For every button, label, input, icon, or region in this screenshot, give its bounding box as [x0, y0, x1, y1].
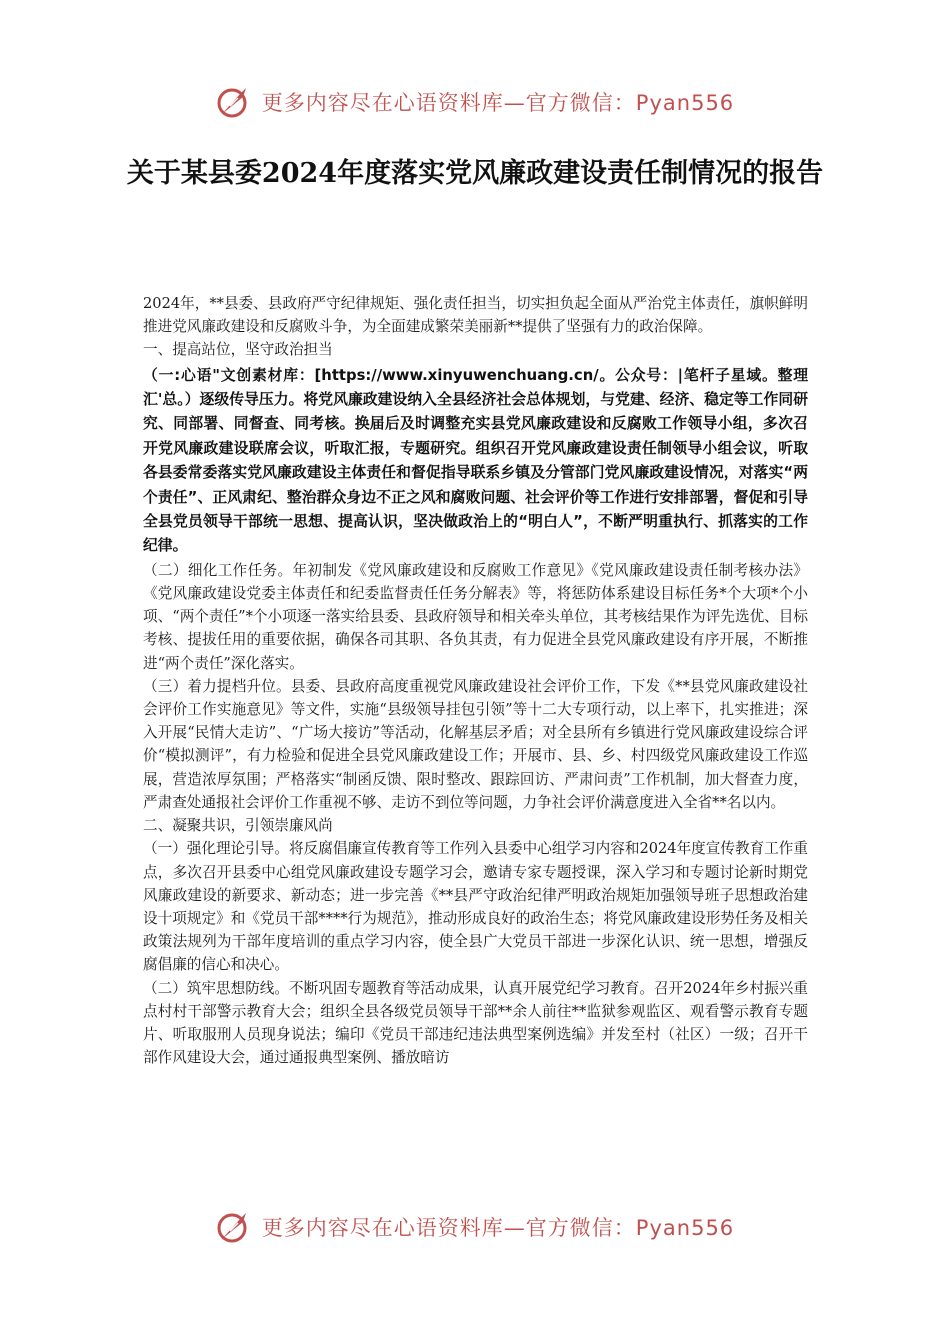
paragraph-2-1: （一）强化理论引导。将反腐倡廉宣传教育等工作列入县委中心组学习内容和2024年度宣传教育工作重点，多次召开县委中心组党风廉政建设专题学习会，邀请专家专题授课，深入学习和专题讨论新时期党风廉政建设的新要求、新动态；进一步完善《**县严守政治纪律严明政治规矩加强领导班子思想政治建设十项规定》和《党员干部****行为规范》，推动形成良好的政治生态；将党风廉政建设形势任务及相关政策法规列为干部年度培训的重点学习内容，使全县广大党员干部进一步深化认识、统一思想，增强反腐倡廉的信心和决心。: [143, 840, 808, 974]
paragraph-1-2: （二）细化工作任务。年初制发《党风廉政建设和反腐败工作意见》《党风廉政建设责任制考核办法》《党风廉政建设党委主体责任和纪委监督责任任务分解表》等，将惩防体系建设目标任务*个大项*个小项、“两个责任”*个小项逐一落实给县委、县政府领导和相关牵头单位，其考核结果作为评先选优、目标考核、提拔任用的重要依据，确保各司其职、各负其责，有力促进全县党风廉政建设有序开展，不断推进“两个责任”深化落实。: [143, 561, 808, 672]
footer-watermark-banner: [0, 1207, 950, 1247]
banner-text: 更多内容尽在心语资料库—官方微信：Pyan556: [261, 91, 735, 115]
paragraph-1-3: （三）着力提档升位。县委、县政府高度重视党风廉政建设社会评价工作，下发《**县党风廉政建设社会评价工作实施意见》等文件，实施“县级领导挂包引领”等十二大专项行动，以上率下，扎实推进；深入开展“民情大走访”、“广场大接访”等活动，化解基层矛盾；对全县所有乡镇进行党风廉政建设综合评价“模拟测评”，有力检验和促进全县党风廉政建设工作；开展市、县、乡、村四级党风廉政建设工作巡展，营造浓厚氛围；严格落实“制函反馈、限时整改、跟踪回访、严肃问责”工作机制，加大督查力度，严肃查处通报社会评价工作重视不够、走访不到位等问题，力争社会评价满意度进入全省**名以内。: [143, 677, 808, 811]
document-title: 关于某县委2024年度落实党风廉政建设责任制情况的报告: [126, 158, 824, 189]
section-heading-1: 一、提高站位，坚守政治担当: [143, 341, 333, 359]
header-watermark-banner: [0, 82, 950, 122]
banner-text: 更多内容尽在心语资料库—官方微信：Pyan556: [261, 1216, 735, 1240]
quill-logo-icon: [216, 1209, 252, 1245]
intro-paragraph: 2024年，**县委、县政府严守纪律规矩、强化责任担当，切实担负起全面从严治党主体责任，旗帜鲜明推进党风廉政建设和反腐败斗争，为全面建成繁荣美丽新**提供了坚强有力的政治保障。: [143, 295, 808, 336]
paragraph-2-2: （二）筑牢思想防线。不断巩固专题教育等活动成果，认真开展党纪学习教育。召开2024年乡村振兴重点村村干部警示教育大会；组织全县各级党员领导干部**余人前往**监狱参观监区、观看警示教育专题片、听取服刑人员现身说法；编印《党员干部违纪违法典型案例选编》并发至村（社区）一级；召开干部作风建设大会，通过通报典型案例、播放暗访: [143, 979, 808, 1067]
quill-logo-icon: [216, 84, 252, 120]
paragraph-1-1: （一:心语"文创素材库：[https://www.xinyuwenchuang.cn/。公众号：|笔杆子星域。整理汇'总。）逐级传导压力。将党风廉政建设纳入全县经济社会总体规划，与党建、经济、稳定等工作同研究、同部署、同督查、同考核。换届后及时调整充实县党风廉政建设和反腐败工作领导小组，多次召开党风廉政建设联席会议，听取汇报，专题研究。组织召开党风廉政建设责任制领导小组会议，听取各县委常委落实党风廉政建设主体责任和督促指导联系乡镇及分管部门党风廉政建设情况，对落实“两个责任”、正风肃纪、整治群众身边不正之风和腐败问题、社会评价等工作进行安排部署，督促和引导全县党员领导干部统一思想、提高认识，坚决做政治上的“明白人”，不断严明重执行、抓落实的工作纪律。: [143, 366, 808, 555]
document-body: [143, 292, 808, 1069]
section-heading-2: 二、凝聚共识，引领崇廉风尚: [143, 817, 333, 835]
